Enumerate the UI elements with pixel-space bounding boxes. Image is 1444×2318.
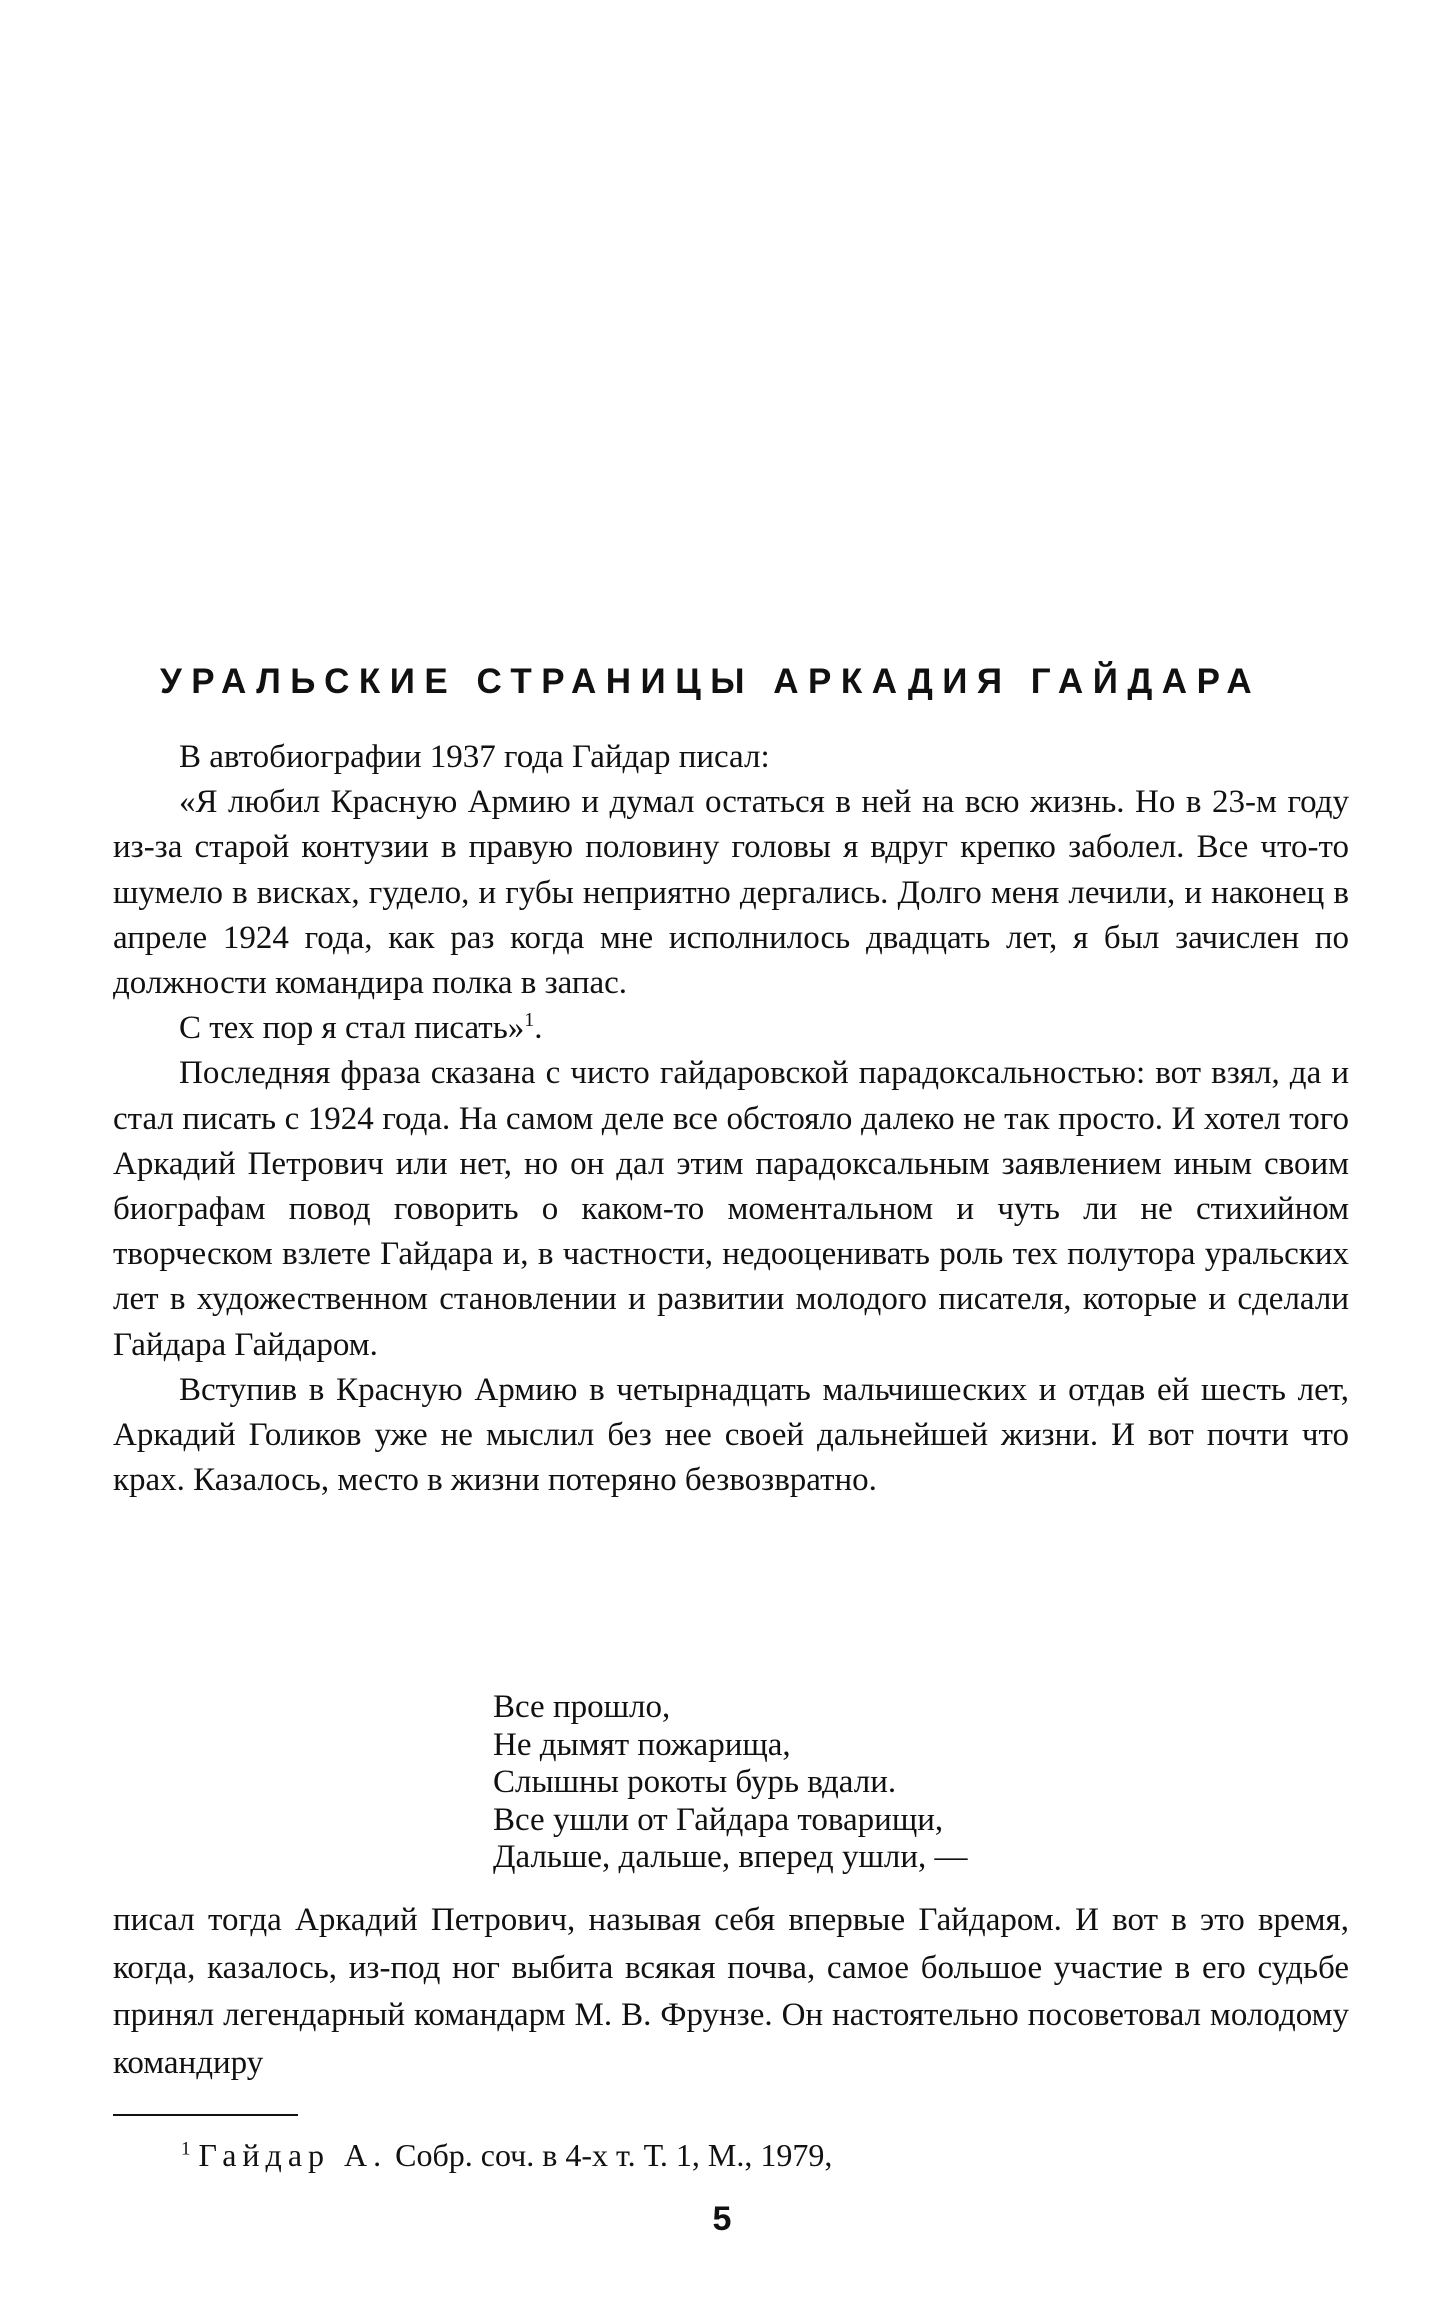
paragraph-army: Вступив в Красную Армию в четырнадцать мальчишеских и отдав ей шесть лет, Аркадий Голиков уже не мыслил без нее своей дальнейшей жизни. И вот почти что крах. Казалось, место в жизни потеряно безвозвратно. — [113, 1371, 1349, 1499]
footnote-divider — [113, 2114, 298, 2116]
paragraph-quote-end — [113, 1006, 1349, 1051]
paragraph-analysis: Последняя фраза сказана с чисто гайдаровской парадоксальностью: вот взял, да и стал писать с 1924 года. На самом деле все обстояло далеко не так просто. И хотел того Аркадий Петрович или нет, но он дал этим парадоксальным заявлением иным своим биографам повод говорить о каком-то моментальном и чуть ли не стихийном творческом взлете Гайдара и, в частности, недооценивать роль тех полутора уральских лет в художественном становлении и развитии молодого писателя, которые и сделали Гайдара Гайдаром. — [113, 1055, 1349, 1363]
poem-line: Все прошло, — [493, 1689, 671, 1725]
continuation-text — [113, 1897, 1349, 2087]
paragraph-continuation: писал тогда Аркадий Петрович, называя себя впервые Гайдаром. И вот в это время, когда, казалось, из-под ног выбита всякая почва, самое большое участие в его судьбе принял легендарный командарм М. В. Фрунзе. Он настоятельно посоветовал молодому командиру — [113, 1902, 1349, 2081]
paragraph-quote: «Я любил Красную Армию и думал остаться в ней на всю жизнь. Но в 23-м году из-за старой контузии в правую половину головы я вдруг крепко заболел. Все что-то шумело в висках, гудело, и губы неприятно дергались. Долго меня лечили, и наконец в апреле 1924 года, как раз когда мне исполнилось двадцать лет, я был зачислен по должности командира полка в запас. — [113, 784, 1349, 1002]
poem-line: Не дымят пожарища, — [493, 1726, 791, 1763]
poem-line: Все ушли от Гайдара товарищи, — [493, 1801, 944, 1838]
footnote-text: Собр. соч. в 4-х т. Т. 1, М., 1979, — [395, 2137, 833, 2173]
chapter-title: УРАЛЬСКИЕ СТРАНИЦЫ АРКАДИЯ ГАЙДАРА — [160, 662, 1262, 701]
footnote — [181, 2135, 832, 2175]
poem-block — [493, 1689, 968, 1877]
poem-line: Слышны рокоты бурь вдали. — [493, 1764, 897, 1800]
page-number: 5 — [712, 2200, 732, 2238]
quote-end-text: С тех пор я стал писать» — [179, 1010, 525, 1047]
footnote-reference: 1 — [524, 1009, 535, 1032]
paragraph-intro: В автобиографии 1937 года Гайдар писал: — [179, 739, 770, 775]
poem-line: Дальше, дальше, вперед ушли, — — [493, 1839, 968, 1875]
footnote-marker: 1 — [181, 2138, 191, 2160]
main-text — [113, 735, 1349, 1503]
quote-end-period: . — [534, 1010, 543, 1047]
footnote-author: Гайдар А. — [198, 2137, 388, 2173]
